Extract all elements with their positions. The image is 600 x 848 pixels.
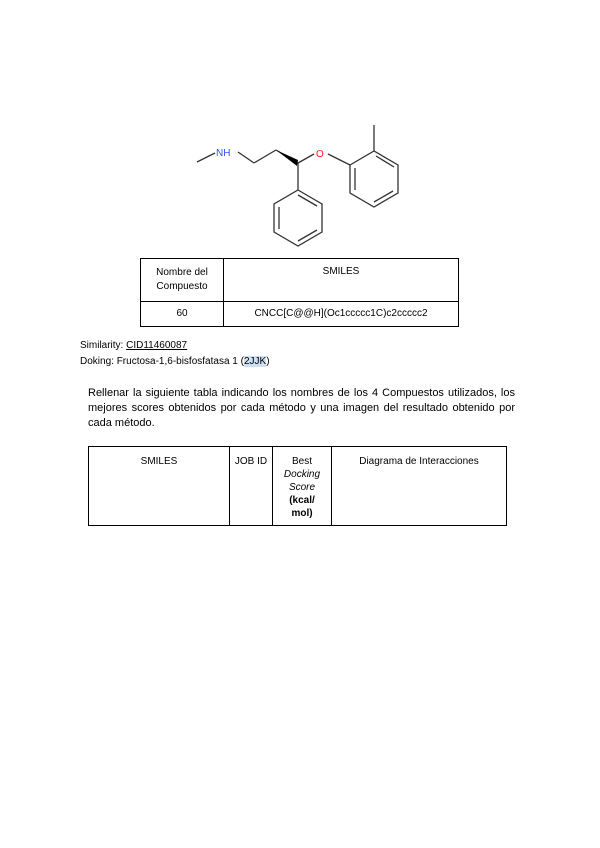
bond [238,152,254,163]
tolyl-ring [350,151,398,207]
docking-label: Docking [283,469,321,480]
bond [374,191,393,202]
header-smiles: SMILES [224,259,459,302]
nitrogen-label: NH [216,148,231,159]
col-smiles: SMILES [89,447,230,526]
bond [298,230,317,241]
bond [197,153,215,162]
best-label: Best [291,456,312,467]
wedge-bond [276,150,298,166]
unit-label-2: mol) [291,508,313,519]
unit-label: (kcal/ [289,495,315,506]
col-best-docking-score [273,447,332,526]
oxygen-label: O [316,149,324,160]
similarity-line [80,339,187,352]
pdb-id-highlight: 2JJK [243,356,267,367]
docking-label: Doking: [80,356,114,367]
similarity-label: Similarity: [80,340,124,351]
instructions-paragraph: Rellenar la siguiente tabla indicando los nombres de los 4 Compuestos utilizados, los mejores scores obtenidos por cada método y una imagen del resultado obtenido por cada método. [88,387,515,429]
compound-table [140,258,459,327]
header-compound-name: Nombre del Compuesto [141,259,224,302]
compound-smiles-cell: CNCC[C@@H](Oc1ccccc1C)c2ccccc2 [224,302,459,327]
col-interaction-diagram: Diagrama de Interacciones [332,447,507,526]
bond [298,195,317,206]
molecule-structure [190,110,410,260]
similarity-link[interactable]: CID11460087 [126,340,188,351]
docking-target: Fructosa-1,6-bisfosfatasa 1 ( [116,356,244,367]
docking-close: ) [266,356,270,367]
docking-line [80,355,270,368]
results-table [88,446,507,526]
col-job-id: JOB ID [230,447,273,526]
compound-name-cell: 60 [141,302,224,327]
bond [328,154,350,165]
bond [254,150,276,163]
score-label: Score [288,482,316,493]
bond [298,154,314,163]
phenyl-ring [274,190,322,246]
